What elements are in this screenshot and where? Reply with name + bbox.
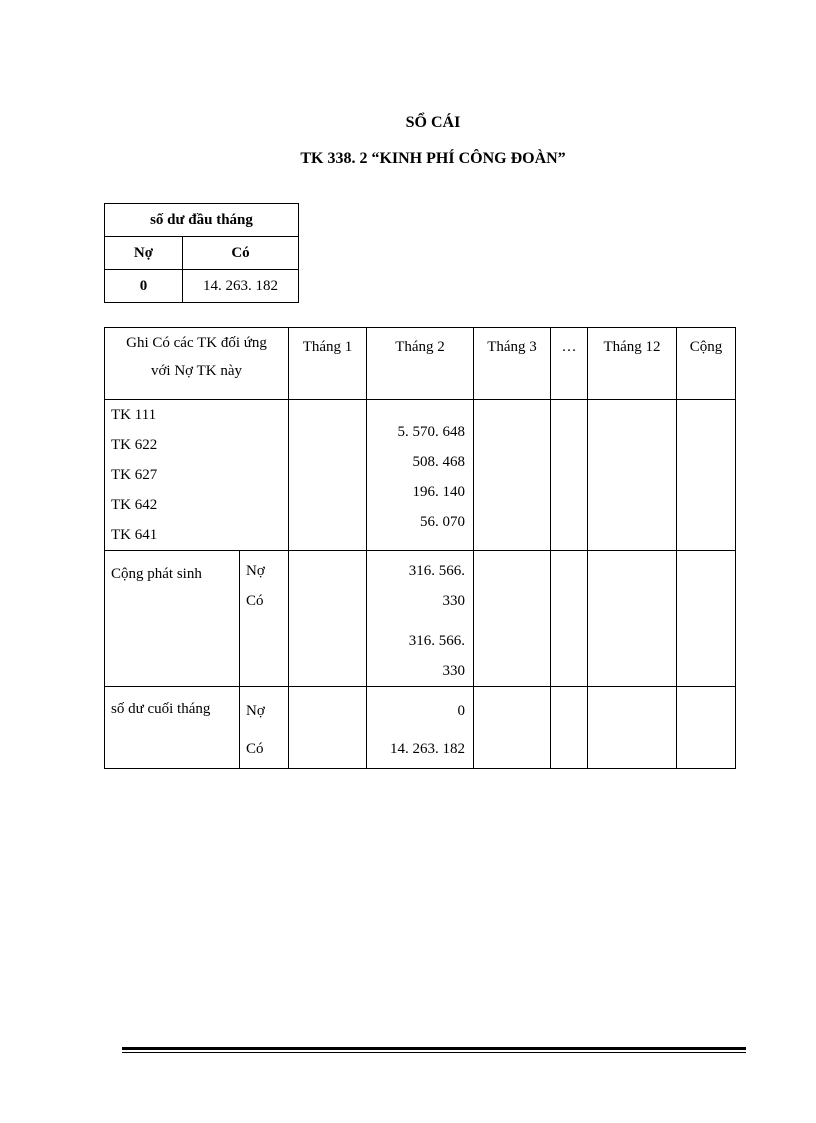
ledger-header-row xyxy=(105,328,736,400)
total-dc-labels xyxy=(240,551,289,687)
amount-item: 196. 140 xyxy=(412,484,465,500)
month2-amounts xyxy=(367,400,474,551)
footer-rule xyxy=(122,1047,746,1050)
ledger-table xyxy=(104,327,736,769)
opening-credit-label: Có xyxy=(183,237,299,270)
header-month-2: Tháng 2 xyxy=(367,328,474,400)
opening-debit-value: 0 xyxy=(105,270,183,303)
total-label: Cộng phát sinh xyxy=(105,551,240,687)
header-month-1: Tháng 1 xyxy=(289,328,367,400)
account-item: TK 641 xyxy=(111,527,158,543)
account-list xyxy=(105,400,289,551)
header-ellipsis: … xyxy=(551,328,588,400)
ledger-accounts-row xyxy=(105,400,736,551)
total-debit-line1: 316. 566. xyxy=(408,563,465,579)
header-desc-line1: Ghi Có các TK đối ứng xyxy=(126,335,267,351)
page-subtitle: TK 338. 2 “KINH PHÍ CÔNG ĐOÀN” xyxy=(300,150,566,167)
opening-heading: số dư đầu tháng xyxy=(105,204,299,237)
closing-credit-label: Có xyxy=(246,741,264,757)
header-total: Cộng xyxy=(677,328,736,400)
closing-dc-labels xyxy=(240,687,289,769)
account-item: TK 642 xyxy=(111,497,158,513)
ledger-total-row xyxy=(105,551,736,687)
account-item: TK 627 xyxy=(111,467,158,483)
total-credit-line1: 316. 566. xyxy=(408,633,465,649)
closing-label: số dư cuối tháng xyxy=(105,687,240,769)
total-debit-label: Nợ xyxy=(246,563,265,579)
footer-rule-thin xyxy=(122,1052,746,1053)
opening-balance-table xyxy=(104,203,299,303)
header-month-12: Tháng 12 xyxy=(588,328,677,400)
ledger-closing-row xyxy=(105,687,736,769)
account-item: TK 111 xyxy=(111,407,157,423)
total-debit-line2: 330 xyxy=(442,593,465,609)
closing-month2 xyxy=(367,687,474,769)
opening-debit-label: Nợ xyxy=(105,237,183,270)
closing-credit-value: 14. 263. 182 xyxy=(390,741,465,757)
header-description xyxy=(105,328,289,400)
header-month-3: Tháng 3 xyxy=(474,328,551,400)
header-desc-line2: với Nợ TK này xyxy=(151,363,242,379)
amount-item: 56. 070 xyxy=(420,514,465,530)
account-item: TK 622 xyxy=(111,437,158,453)
total-credit-label: Có xyxy=(246,593,264,609)
total-month2 xyxy=(367,551,474,687)
amount-item: 508. 468 xyxy=(412,454,465,470)
page-title: SỔ CÁI xyxy=(405,114,461,131)
opening-credit-value: 14. 263. 182 xyxy=(183,270,299,303)
closing-debit-label: Nợ xyxy=(246,703,265,719)
total-credit-line2: 330 xyxy=(442,663,465,679)
closing-debit-value: 0 xyxy=(457,703,465,719)
amount-item: 5. 570. 648 xyxy=(397,424,465,440)
